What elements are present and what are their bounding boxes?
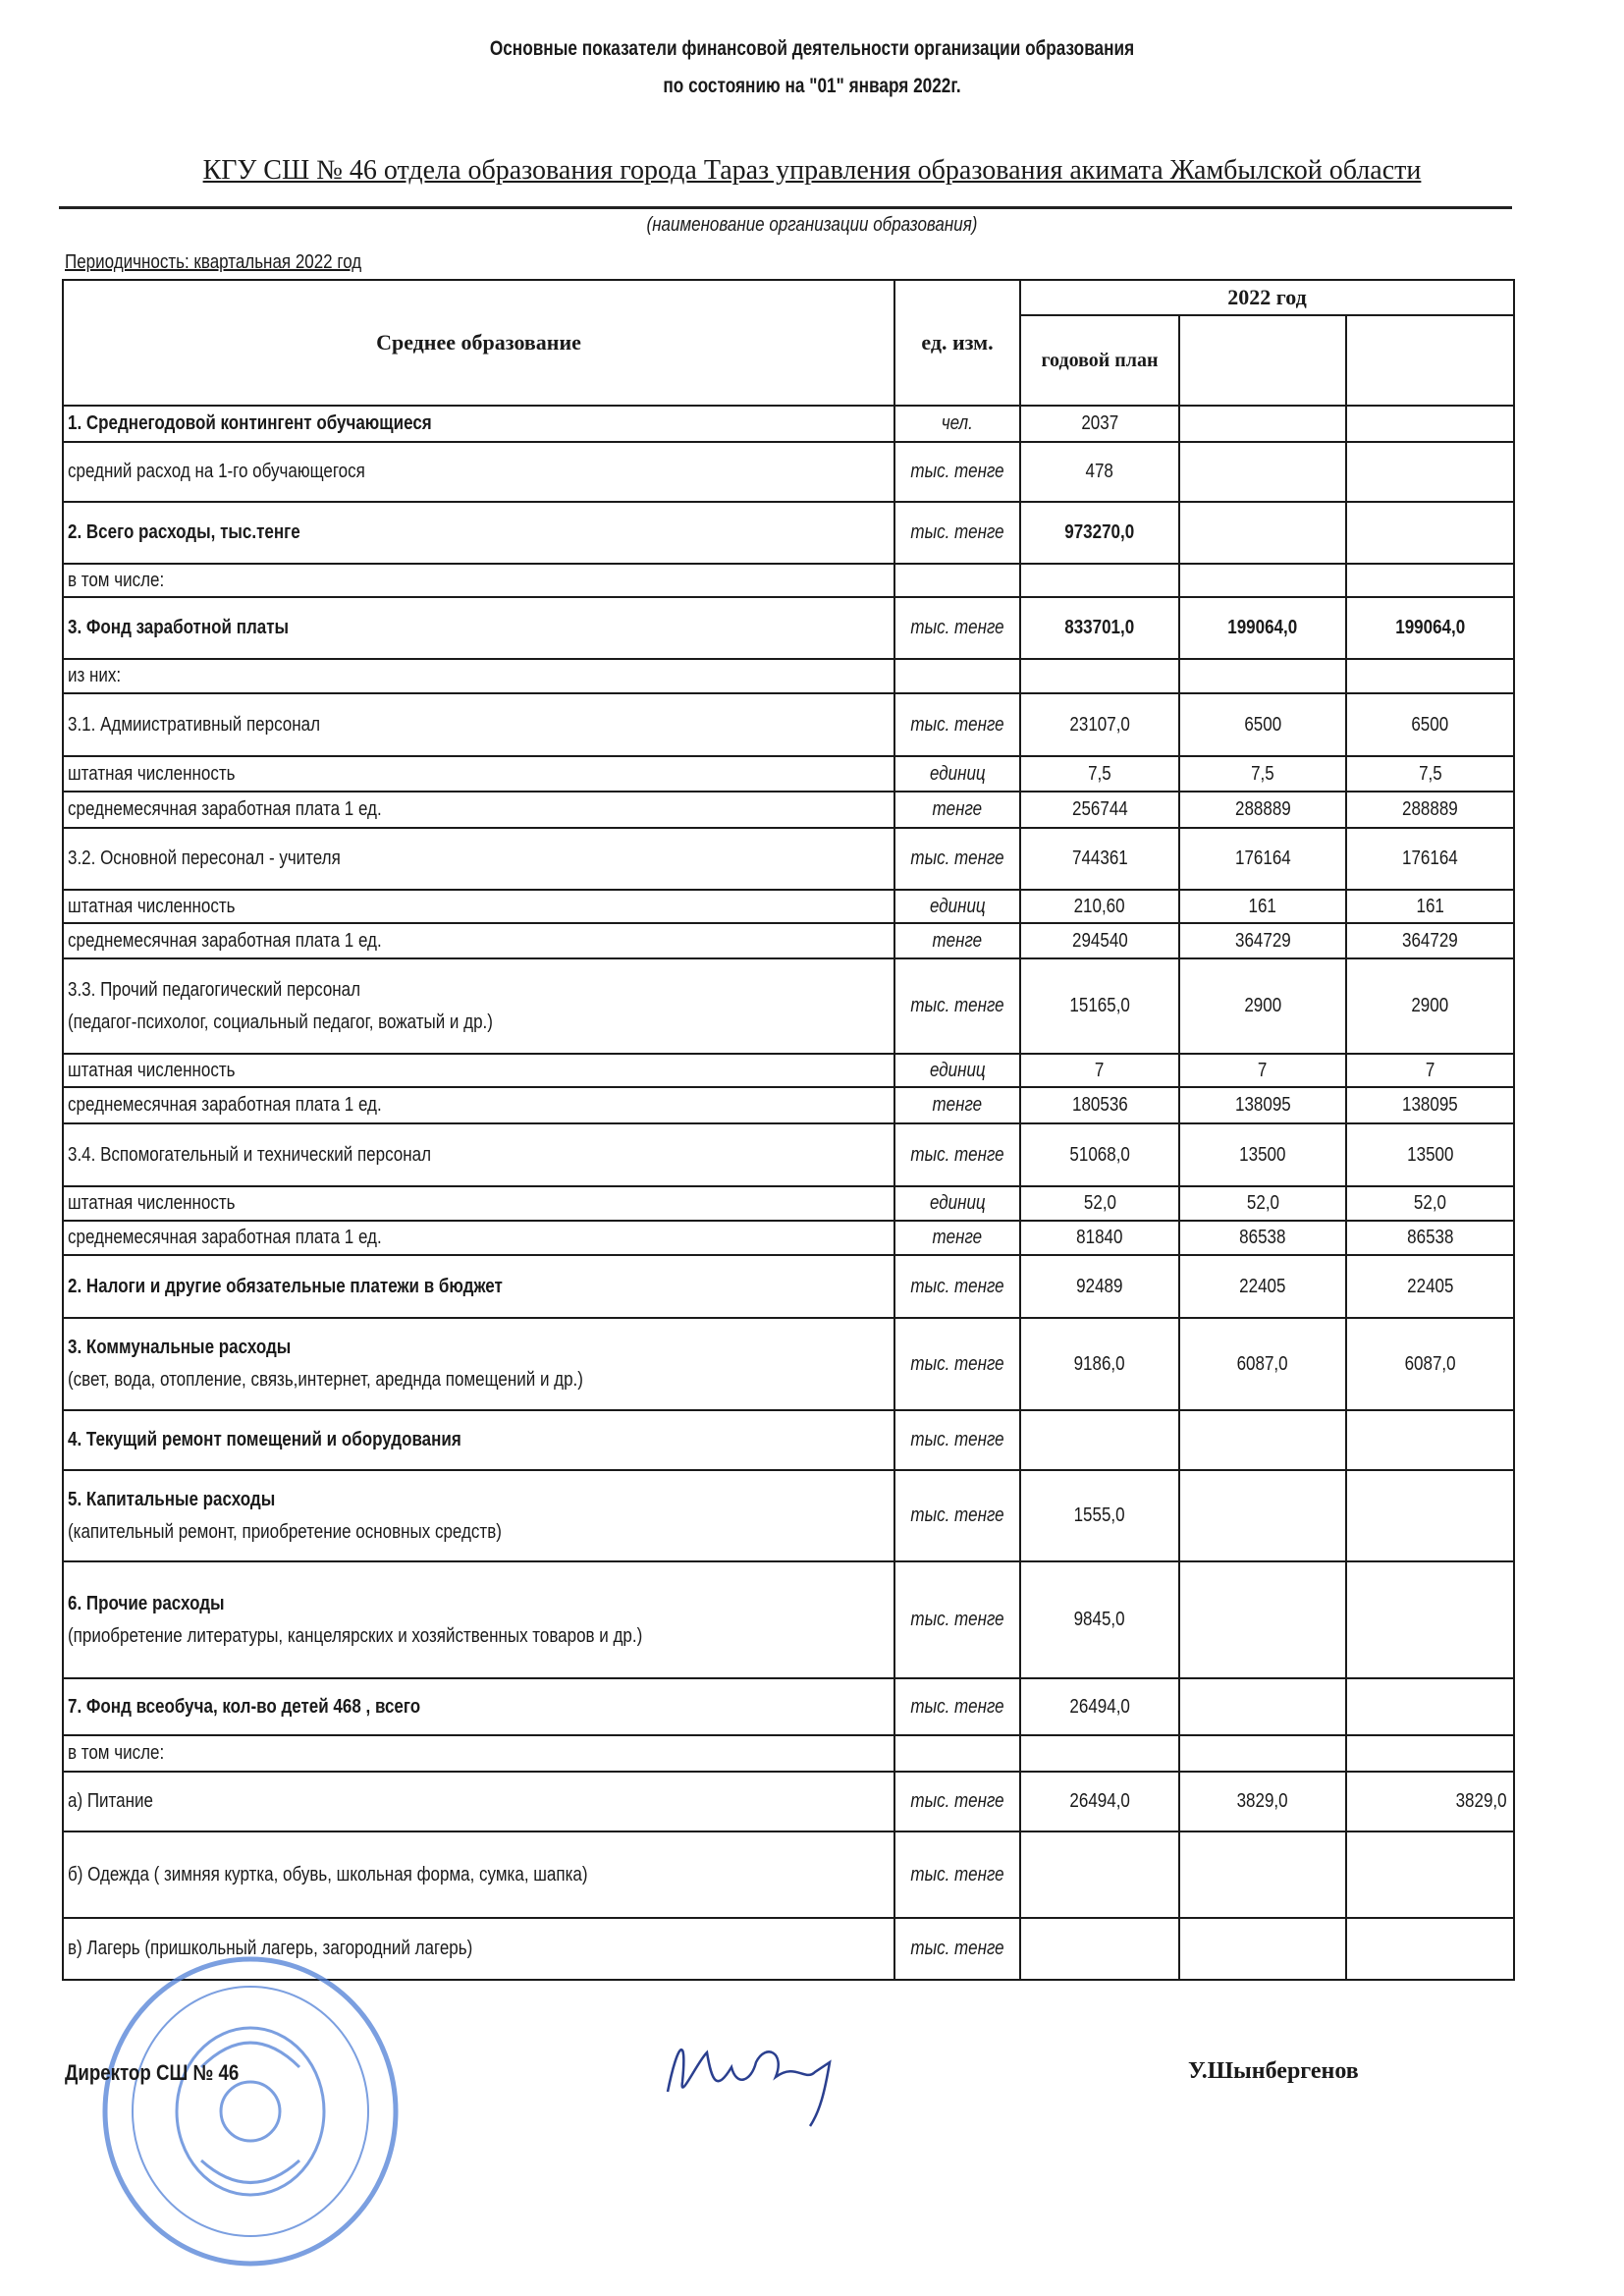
column-3-value-cell (1346, 406, 1514, 442)
column-2-value-cell (1179, 1123, 1346, 1186)
column-3-value-cell (1346, 1918, 1514, 1980)
row-label: среднемесячная заработная плата 1 ед. (68, 1094, 382, 1116)
row-unit-cell (894, 828, 1020, 890)
column-3-value-cell (1346, 597, 1514, 659)
organization-name-text: КГУ СШ № 46 отдела образования города Тараз управления образования акимата Жамбылской области (202, 155, 1422, 186)
row-label: 3.2. Основной пересонал - учителя (68, 847, 341, 869)
row-unit-cell (894, 597, 1020, 659)
annual-plan-value: 210,60 (1073, 895, 1125, 917)
table-row (63, 1221, 1514, 1255)
official-stamp (93, 1949, 407, 2273)
row-unit: тыс. тенге (910, 461, 1004, 482)
annual-plan-value-cell (1020, 1678, 1179, 1735)
column-2-value: 6500 (1244, 713, 1281, 736)
column-3-value-cell (1346, 1410, 1514, 1470)
annual-plan-value: 26494,0 (1069, 1790, 1130, 1812)
column-2-value-cell (1179, 1255, 1346, 1318)
column-3-value-cell (1346, 502, 1514, 564)
row-unit-cell (894, 1255, 1020, 1318)
annual-plan-value-cell (1020, 1735, 1179, 1772)
row-label: штатная численность (68, 1059, 236, 1081)
row-label-cell (63, 1470, 894, 1561)
organization-name (0, 155, 1624, 187)
table-row (63, 1831, 1514, 1918)
column-3-value-cell (1346, 659, 1514, 693)
column-2-value-cell (1179, 406, 1346, 442)
column-2-value-cell (1179, 1054, 1346, 1087)
table-row (63, 659, 1514, 693)
table-row (63, 1470, 1514, 1561)
row-label: 3. Фонд заработной платы (68, 617, 290, 638)
organization-underline (59, 206, 1512, 209)
row-label: из них: (68, 665, 122, 686)
column-2-value: 199064,0 (1227, 617, 1298, 638)
column-2-value-cell (1179, 442, 1346, 502)
column-2-value-cell (1179, 1772, 1346, 1831)
table-row (63, 1318, 1514, 1410)
row-unit: единиц (929, 1192, 986, 1214)
annual-plan-value: 256744 (1071, 798, 1128, 820)
table-row (63, 406, 1514, 442)
row-label: 3.3. Прочий педагогический персонал (68, 978, 361, 1001)
row-label: среднемесячная заработная плата 1 ед. (68, 1227, 382, 1248)
annual-plan-value: 7,5 (1088, 762, 1111, 785)
annual-plan-value-cell (1020, 1318, 1179, 1410)
row-label: в) Лагерь (пришкольный лагерь, загородний лагерь) (68, 1938, 473, 1959)
column-3-value: 3829,0 (1455, 1790, 1507, 1812)
row-unit: тыс. тенге (910, 521, 1004, 543)
row-unit: тыс. тенге (910, 1695, 1004, 1718)
row-label-cell (63, 406, 894, 442)
annual-plan-value-cell (1020, 1087, 1179, 1123)
row-sublabel: (капительный ремонт, приобретение основных средств) (68, 1520, 502, 1543)
row-label-cell (63, 1772, 894, 1831)
column-2-value: 364729 (1234, 929, 1291, 952)
column-2-value-cell (1179, 502, 1346, 564)
row-unit: единиц (929, 895, 986, 917)
row-label: а) Питание (68, 1790, 153, 1812)
column-2-value-cell (1179, 1186, 1346, 1221)
annual-plan-value: 92489 (1076, 1275, 1123, 1297)
column-2-value: 7,5 (1251, 762, 1274, 785)
column-2-value: 6087,0 (1236, 1352, 1288, 1375)
column-3-value-cell (1346, 1678, 1514, 1735)
row-label-cell (63, 1678, 894, 1735)
table-row (63, 564, 1514, 597)
column-2-value-cell (1179, 564, 1346, 597)
table-row (63, 1410, 1514, 1470)
signer-title: Директор СШ № 46 (65, 2060, 240, 2085)
annual-plan-value-cell (1020, 1772, 1179, 1831)
table-row (63, 442, 1514, 502)
row-unit: тыс. тенге (910, 1504, 1004, 1526)
column-3-value: 86538 (1406, 1227, 1454, 1248)
annual-plan-value-cell (1020, 958, 1179, 1054)
column-2-value: 138095 (1234, 1094, 1291, 1116)
row-label: 4. Текущий ремонт помещений и оборудования (68, 1429, 461, 1450)
row-unit-cell (894, 1678, 1020, 1735)
row-label-cell (63, 1087, 894, 1123)
table-row (63, 756, 1514, 792)
row-sublabel: (педагог-психолог, социальный педагог, вожатый и др.) (68, 1011, 493, 1033)
annual-plan-value-cell (1020, 756, 1179, 792)
row-label: штатная численность (68, 895, 236, 917)
annual-plan-value-cell (1020, 1221, 1179, 1255)
row-unit-cell (894, 406, 1020, 442)
annual-plan-value: 51068,0 (1069, 1143, 1130, 1166)
row-label-cell (63, 890, 894, 923)
annual-plan-value-cell (1020, 923, 1179, 958)
column-2-value-cell (1179, 1221, 1346, 1255)
row-label-cell (63, 442, 894, 502)
row-unit: тыс. тенге (910, 617, 1004, 638)
column-3-value: 6087,0 (1404, 1352, 1456, 1375)
column-3-value-cell (1346, 1831, 1514, 1918)
annual-plan-value: 52,0 (1083, 1192, 1116, 1214)
row-label-cell (63, 1561, 894, 1678)
column-2-value: 3829,0 (1236, 1790, 1288, 1812)
column-3-value-cell (1346, 1221, 1514, 1255)
column-2-value: 161 (1248, 895, 1277, 917)
row-unit-cell (894, 1221, 1020, 1255)
row-label: б) Одежда ( зимняя куртка, обувь, школьная форма, сумка, шапка) (68, 1863, 588, 1886)
annual-plan-value-cell (1020, 1918, 1179, 1980)
row-unit-cell (894, 1123, 1020, 1186)
table-row (63, 1087, 1514, 1123)
column-2-value-cell (1179, 890, 1346, 923)
table-row (63, 828, 1514, 890)
header-indicator: Среднее образование (63, 280, 894, 406)
annual-plan-value-cell (1020, 1470, 1179, 1561)
row-label-cell (63, 1221, 894, 1255)
row-label-cell (63, 1186, 894, 1221)
row-label: 2. Налоги и другие обязательные платежи в бюджет (68, 1275, 503, 1297)
annual-plan-value: 180536 (1071, 1094, 1128, 1116)
column-3-value: 6500 (1411, 713, 1449, 736)
row-label-cell (63, 1255, 894, 1318)
table-row (63, 1054, 1514, 1087)
table-row (63, 1561, 1514, 1678)
annual-plan-value-cell (1020, 406, 1179, 442)
column-2-value-cell (1179, 1918, 1346, 1980)
row-label: среднемесячная заработная плата 1 ед. (68, 929, 382, 952)
row-label-cell (63, 792, 894, 828)
row-unit-cell (894, 564, 1020, 597)
row-label-cell (63, 1054, 894, 1087)
row-unit-cell (894, 1054, 1020, 1087)
row-label: в том числе: (68, 1742, 165, 1764)
column-3-value-cell (1346, 1186, 1514, 1221)
row-label-cell (63, 659, 894, 693)
report-title: Основные показатели финансовой деятельности организации образования (489, 37, 1135, 60)
column-2-value: 52,0 (1246, 1192, 1279, 1214)
row-label: средний расход на 1-го обучающегося (68, 461, 365, 482)
table-row (63, 1186, 1514, 1221)
column-3-value-cell (1346, 828, 1514, 890)
column-2-value-cell (1179, 923, 1346, 958)
row-unit-cell (894, 1561, 1020, 1678)
column-3-value: 13500 (1406, 1143, 1454, 1166)
column-3-value: 22405 (1406, 1275, 1454, 1297)
column-2-value: 2900 (1244, 995, 1281, 1016)
row-unit: тыс. тенге (910, 1790, 1004, 1812)
signer-name: У.Шынбергенов (1188, 2058, 1359, 2084)
row-label-cell (63, 1735, 894, 1772)
annual-plan-value-cell (1020, 792, 1179, 828)
row-unit: тыс. тенге (910, 1143, 1004, 1166)
annual-plan-value: 973270,0 (1064, 521, 1135, 543)
column-3-value-cell (1346, 756, 1514, 792)
header-annual-plan: годовой план (1020, 315, 1179, 406)
column-3-value-cell (1346, 890, 1514, 923)
column-3-value-cell (1346, 1054, 1514, 1087)
annual-plan-value-cell (1020, 442, 1179, 502)
annual-plan-value-cell (1020, 1410, 1179, 1470)
organization-caption: (наименование организации образования) (646, 214, 978, 236)
row-unit: тыс. тенге (910, 1429, 1004, 1450)
row-unit-cell (894, 890, 1020, 923)
row-unit-cell (894, 1772, 1020, 1831)
row-unit: единиц (929, 1059, 986, 1081)
row-unit-cell (894, 502, 1020, 564)
row-unit: тыс. тенге (910, 1352, 1004, 1375)
table-row (63, 693, 1514, 756)
column-3-value-cell (1346, 564, 1514, 597)
row-unit: тенге (932, 929, 983, 952)
table-row (63, 1678, 1514, 1735)
annual-plan-value: 2037 (1081, 412, 1118, 434)
column-3-value-cell (1346, 1087, 1514, 1123)
annual-plan-value-cell (1020, 1186, 1179, 1221)
row-unit: тыс. тенге (910, 713, 1004, 736)
row-label-cell (63, 1831, 894, 1918)
row-label-cell (63, 756, 894, 792)
annual-plan-value: 26494,0 (1069, 1695, 1130, 1718)
column-2-value: 176164 (1234, 847, 1291, 869)
annual-plan-value-cell (1020, 502, 1179, 564)
row-unit: чел. (941, 412, 974, 434)
row-label-cell (63, 828, 894, 890)
column-2-value-cell (1179, 756, 1346, 792)
row-unit: тыс. тенге (910, 1275, 1004, 1297)
periodicity: Периодичность: квартальная 2022 год (65, 251, 362, 273)
table-row (63, 502, 1514, 564)
annual-plan-value-cell (1020, 1054, 1179, 1087)
column-2-value-cell (1179, 1318, 1346, 1410)
row-unit-cell (894, 442, 1020, 502)
column-3-value-cell (1346, 792, 1514, 828)
row-unit-cell (894, 756, 1020, 792)
row-label-cell (63, 502, 894, 564)
row-unit-cell (894, 1087, 1020, 1123)
column-3-value-cell (1346, 958, 1514, 1054)
row-label: 3. Коммунальные расходы (68, 1337, 292, 1358)
column-3-value-cell (1346, 1772, 1514, 1831)
column-3-value-cell (1346, 923, 1514, 958)
table-row (63, 1735, 1514, 1772)
column-3-value: 52,0 (1413, 1192, 1447, 1214)
table-row (63, 1123, 1514, 1186)
row-unit-cell (894, 958, 1020, 1054)
table-row (63, 1772, 1514, 1831)
row-sublabel: (свет, вода, отопление, связь,интернет, ареднда помещений и др.) (68, 1369, 583, 1391)
column-2-value-cell (1179, 1678, 1346, 1735)
column-3-value: 364729 (1402, 929, 1458, 952)
annual-plan-value: 7 (1095, 1059, 1105, 1081)
column-3-value: 176164 (1402, 847, 1458, 869)
annual-plan-value: 744361 (1071, 847, 1128, 869)
row-label: 5. Капитальные расходы (68, 1488, 276, 1510)
table-row (63, 958, 1514, 1054)
financial-table (62, 279, 1515, 1981)
annual-plan-value: 833701,0 (1064, 617, 1135, 638)
annual-plan-value-cell (1020, 828, 1179, 890)
row-unit: тенге (932, 798, 983, 820)
header-column-3 (1346, 315, 1514, 406)
row-unit-cell (894, 1410, 1020, 1470)
annual-plan-value: 294540 (1071, 929, 1128, 952)
annual-plan-value: 15165,0 (1069, 995, 1130, 1016)
column-3-value-cell (1346, 1470, 1514, 1561)
header-year-group: 2022 год (1020, 280, 1514, 315)
column-2-value-cell (1179, 958, 1346, 1054)
row-unit-cell (894, 1918, 1020, 1980)
column-3-value-cell (1346, 1123, 1514, 1186)
column-3-value: 199064,0 (1395, 617, 1465, 638)
column-2-value-cell (1179, 1831, 1346, 1918)
column-2-value: 13500 (1239, 1143, 1286, 1166)
annual-plan-value-cell (1020, 1831, 1179, 1918)
column-2-value-cell (1179, 1561, 1346, 1678)
row-label: в том числе: (68, 569, 165, 591)
signature (658, 2023, 913, 2131)
row-sublabel: (приобретение литературы, канцелярских и хозяйственных товаров и др.) (68, 1624, 643, 1647)
column-2-value-cell (1179, 693, 1346, 756)
annual-plan-value-cell (1020, 1123, 1179, 1186)
annual-plan-value-cell (1020, 890, 1179, 923)
column-2-value-cell (1179, 828, 1346, 890)
row-unit-cell (894, 1470, 1020, 1561)
row-label: 2. Всего расходы, тыс.тенге (68, 521, 300, 543)
row-label: 7. Фонд всеобуча, кол-во детей 468 , всего (68, 1695, 421, 1718)
column-2-value-cell (1179, 792, 1346, 828)
annual-plan-value-cell (1020, 1561, 1179, 1678)
row-label: 3.4. Вспомогательный и технический персонал (68, 1143, 431, 1166)
row-label: штатная численность (68, 762, 236, 785)
row-label: 1. Среднегодовой контингент обучающиеся (68, 412, 432, 434)
annual-plan-value: 9845,0 (1073, 1609, 1125, 1630)
row-label-cell (63, 1318, 894, 1410)
column-3-value: 7,5 (1418, 762, 1442, 785)
row-label: среднемесячная заработная плата 1 ед. (68, 798, 382, 820)
column-3-value: 7 (1425, 1059, 1435, 1081)
row-label: 6. Прочие расходы (68, 1592, 225, 1614)
column-2-value-cell (1179, 1087, 1346, 1123)
column-2-value-cell (1179, 597, 1346, 659)
header-unit: ед. изм. (894, 280, 1020, 406)
row-label-cell (63, 1410, 894, 1470)
column-2-value: 288889 (1234, 798, 1291, 820)
column-2-value-cell (1179, 1410, 1346, 1470)
column-3-value: 288889 (1402, 798, 1458, 820)
annual-plan-value-cell (1020, 597, 1179, 659)
column-3-value: 2900 (1411, 995, 1449, 1016)
annual-plan-value-cell (1020, 564, 1179, 597)
row-unit-cell (894, 1831, 1020, 1918)
row-unit-cell (894, 1318, 1020, 1410)
column-2-value: 7 (1258, 1059, 1268, 1081)
annual-plan-value-cell (1020, 659, 1179, 693)
row-label-cell (63, 1123, 894, 1186)
column-3-value-cell (1346, 1735, 1514, 1772)
row-unit-cell (894, 693, 1020, 756)
column-3-value-cell (1346, 1561, 1514, 1678)
table-row (63, 597, 1514, 659)
table-row (63, 1255, 1514, 1318)
column-3-value-cell (1346, 693, 1514, 756)
column-3-value: 161 (1416, 895, 1444, 917)
annual-plan-value: 9186,0 (1073, 1352, 1125, 1375)
column-2-value-cell (1179, 1735, 1346, 1772)
report-date: по состоянию на "01" января 2022г. (663, 75, 961, 97)
row-unit-cell (894, 792, 1020, 828)
annual-plan-value-cell (1020, 693, 1179, 756)
annual-plan-value: 81840 (1076, 1227, 1123, 1248)
row-unit-cell (894, 1735, 1020, 1772)
row-unit: тыс. тенге (910, 1609, 1004, 1630)
row-unit: тыс. тенге (910, 1863, 1004, 1886)
row-unit-cell (894, 1186, 1020, 1221)
row-label-cell (63, 693, 894, 756)
column-2-value: 22405 (1239, 1275, 1286, 1297)
column-2-value-cell (1179, 1470, 1346, 1561)
row-label: 3.1. Адмиистративный персонал (68, 713, 321, 736)
column-3-value-cell (1346, 442, 1514, 502)
row-label-cell (63, 597, 894, 659)
column-2-value-cell (1179, 659, 1346, 693)
row-unit: тенге (932, 1094, 983, 1116)
table-row (63, 923, 1514, 958)
row-unit: тыс. тенге (910, 995, 1004, 1016)
row-label: штатная численность (68, 1192, 236, 1214)
row-unit-cell (894, 923, 1020, 958)
annual-plan-value-cell (1020, 1255, 1179, 1318)
row-label-cell (63, 923, 894, 958)
header-column-2 (1179, 315, 1346, 406)
row-unit: тыс. тенге (910, 847, 1004, 869)
column-2-value: 86538 (1239, 1227, 1286, 1248)
table-row (63, 792, 1514, 828)
column-3-value-cell (1346, 1318, 1514, 1410)
row-unit: единиц (929, 762, 986, 785)
column-3-value: 138095 (1402, 1094, 1458, 1116)
annual-plan-value: 478 (1085, 461, 1114, 482)
annual-plan-value: 23107,0 (1069, 713, 1130, 736)
row-unit: тенге (932, 1227, 983, 1248)
row-label-cell (63, 564, 894, 597)
row-label-cell (63, 958, 894, 1054)
column-3-value-cell (1346, 1255, 1514, 1318)
table-row (63, 890, 1514, 923)
row-unit: тыс. тенге (910, 1938, 1004, 1959)
annual-plan-value: 1555,0 (1073, 1504, 1125, 1526)
row-unit-cell (894, 659, 1020, 693)
